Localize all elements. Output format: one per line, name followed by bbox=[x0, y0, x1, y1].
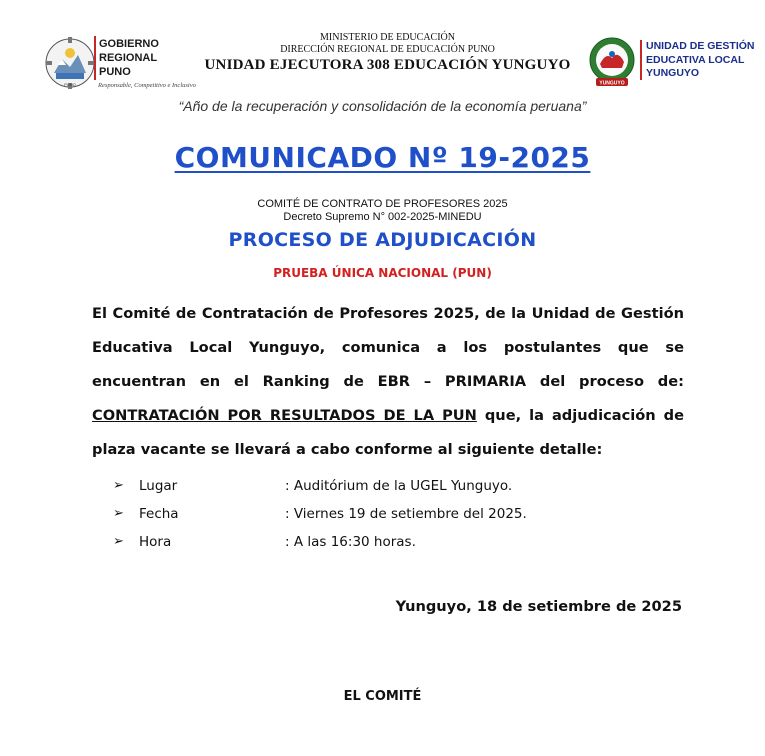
list-item bbox=[113, 478, 673, 506]
detail-label: Lugar bbox=[139, 478, 178, 494]
right-org-line: YUNGUYO bbox=[646, 67, 700, 79]
left-org-name bbox=[99, 37, 189, 79]
left-org-line: PUNO bbox=[99, 66, 131, 78]
paragraph-part-2: que, la adjudicación de plaza vacante se llevará a cabo conforme al siguiente detalle: bbox=[92, 407, 684, 458]
right-org-name bbox=[646, 40, 756, 81]
left-org-line: REGIONAL bbox=[99, 52, 158, 64]
detail-value: : A las 16:30 horas. bbox=[285, 534, 416, 550]
decree-reference: Decreto Supremo N° 002-2025-MINEDU bbox=[283, 211, 482, 223]
committee-name: COMITÉ DE CONTRATO DE PROFESORES 2025 bbox=[257, 198, 508, 210]
detail-label: Hora bbox=[139, 534, 172, 550]
detail-value: : Auditórium de la UGEL Yunguyo. bbox=[285, 478, 513, 494]
detail-value: : Viernes 19 de setiembre del 2025. bbox=[285, 506, 527, 522]
left-logo-divider bbox=[94, 36, 96, 80]
left-org-tagline: Responsable, Competitivo e Inclusivo bbox=[98, 82, 196, 89]
list-item bbox=[113, 534, 673, 562]
direction-name: DIRECCIÓN REGIONAL DE EDUCACIÓN PUNO bbox=[280, 44, 495, 55]
logo-ribbon-text: YUNGUYO bbox=[599, 80, 625, 87]
list-item bbox=[113, 506, 673, 534]
date-line: Yunguyo, 18 de setiembre de 2025 bbox=[395, 598, 682, 615]
arrow-bullet-icon: ➢ bbox=[113, 534, 124, 549]
right-org-line: UNIDAD DE GESTIÓN bbox=[646, 40, 755, 52]
signature: EL COMITÉ bbox=[343, 689, 422, 704]
document-title-text: COMUNICADO Nº 19-2025 bbox=[174, 141, 591, 174]
right-logo-divider bbox=[640, 40, 642, 80]
gobierno-regional-puno-logo bbox=[44, 35, 96, 91]
paragraph-part-1: El Comité de Contratación de Profesores 2025, de la Unidad de Gestión Educativa Local Yunguyo, comunica a los postulantes que se encuentran en el Ranking de EBR – PRIMARIA del proceso de: bbox=[92, 305, 684, 390]
left-org-line: GOBIERNO bbox=[99, 38, 159, 50]
paragraph-underlined: CONTRATACIÓN POR RESULTADOS DE LA PUN bbox=[92, 407, 477, 424]
process-title: PROCESO DE ADJUDICACIÓN bbox=[228, 229, 537, 251]
details-list bbox=[113, 478, 673, 562]
year-motto: “Año de la recuperación y consolidación de la economía peruana” bbox=[178, 98, 587, 114]
ministry-name: MINISTERIO DE EDUCACIÓN bbox=[320, 32, 455, 43]
ugel-yunguyo-logo bbox=[586, 36, 638, 88]
arrow-bullet-icon: ➢ bbox=[113, 478, 124, 493]
detail-label: Fecha bbox=[139, 506, 179, 522]
announcement-paragraph bbox=[92, 297, 684, 467]
exam-subtitle: PRUEBA ÚNICA NACIONAL (PUN) bbox=[273, 266, 492, 280]
executing-unit-name: UNIDAD EJECUTORA 308 EDUCACIÓN YUNGUYO bbox=[204, 57, 571, 73]
svg-text:PUNO: PUNO bbox=[64, 82, 76, 87]
document-title bbox=[0, 141, 765, 174]
right-org-line: EDUCATIVA LOCAL bbox=[646, 53, 745, 66]
committee-block bbox=[0, 198, 765, 224]
header-institution bbox=[195, 32, 580, 75]
arrow-bullet-icon: ➢ bbox=[113, 506, 124, 521]
